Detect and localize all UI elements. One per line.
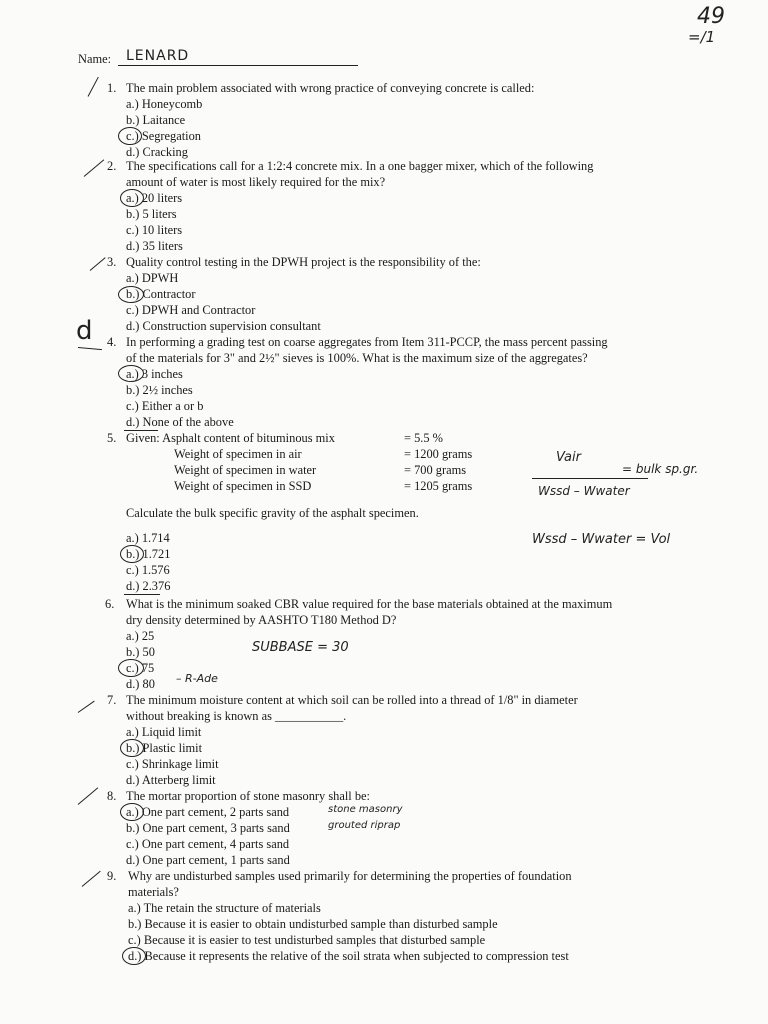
margin-answer-note: d: [76, 316, 93, 346]
option: c.) 75: [126, 661, 155, 675]
question-number: 1.: [107, 81, 117, 95]
question-text: What is the minimum soaked CBR value required for the base materials obtained at the maximum: [126, 597, 613, 611]
option: d.) 35 liters: [126, 239, 183, 253]
option: d.) Construction supervision consultant: [126, 319, 321, 333]
option: a.) DPWH: [126, 271, 179, 285]
option: a.) 1.714: [126, 531, 170, 545]
question-text: materials?: [128, 885, 179, 899]
question-number: 9.: [107, 869, 117, 883]
answer-circle: [118, 365, 144, 382]
given-value: = 700 grams: [404, 463, 467, 477]
question-number: 7.: [107, 693, 117, 707]
question-text: of the materials for 3" and 2½" sieves is 100%. What is the maximum size of the aggregates?: [126, 351, 588, 365]
option: a.) One part cement, 2 parts sand: [126, 805, 290, 819]
handwritten-note: Wssd – Wwater: [538, 484, 630, 498]
option: b.) One part cement, 3 parts sand: [126, 821, 290, 835]
option: d.) Because it represents the relative of the soil strata when subjected to compression test: [128, 949, 569, 963]
answer-circle: [118, 127, 142, 145]
question-number: 3.: [107, 255, 117, 269]
option: b.) 5 liters: [126, 207, 177, 221]
check-mark: [82, 871, 101, 887]
given-label: Weight of specimen in air: [174, 447, 302, 461]
option: b.) Contractor: [126, 287, 196, 301]
option: b.) Plastic limit: [126, 741, 203, 755]
option: a.) 3 inches: [126, 367, 183, 381]
question-text: The mortar proportion of stone masonry shall be:: [126, 789, 370, 803]
option: a.) Honeycomb: [126, 97, 203, 111]
question-number: 8.: [107, 789, 117, 803]
answer-circle: [120, 739, 144, 757]
option: c.) 1.576: [126, 563, 170, 577]
question-text: dry density determined by AASHTO T180 Method D?: [126, 613, 397, 627]
option: b.) Laitance: [126, 113, 186, 127]
option: d.) Cracking: [126, 145, 188, 159]
check-mark: [78, 787, 99, 804]
handwritten-note: SUBBASE = 30: [252, 640, 349, 655]
check-mark: [78, 347, 102, 350]
option: d.) One part cement, 1 parts sand: [126, 853, 290, 867]
answer-circle: [120, 803, 144, 821]
option: c.) 10 liters: [126, 223, 183, 237]
option: b.) 2½ inches: [126, 383, 193, 397]
answer-underline: [124, 594, 160, 595]
option: c.) Shrinkage limit: [126, 757, 219, 771]
question-text: Quality control testing in the DPWH project is the responsibility of the:: [126, 255, 481, 269]
option: c.) Because it is easier to test undisturbed samples that disturbed sample: [128, 933, 486, 947]
question-text: without breaking is known as ___________.: [126, 709, 347, 723]
option: a.) 20 liters: [126, 191, 183, 205]
question-text: In performing a grading test on coarse aggregates from Item 311-PCCP, the mass percent passing: [126, 335, 608, 349]
handwritten-note: = bulk sp.gr.: [622, 462, 699, 476]
score: 49: [697, 4, 725, 29]
handwritten-note: grouted riprap: [328, 820, 401, 831]
question-number: 6.: [105, 597, 115, 611]
check-mark: [78, 701, 95, 713]
option: d.) None of the above: [126, 415, 234, 429]
answer-circle: [120, 545, 144, 563]
question-number: 2.: [107, 159, 117, 173]
check-mark: [90, 257, 106, 271]
score-denominator: =/1: [688, 28, 716, 46]
check-mark: [88, 77, 99, 97]
handwritten-note: Vair: [556, 450, 581, 465]
check-mark: [84, 159, 105, 176]
handwritten-note: stone masonry: [328, 804, 403, 815]
given-value: = 1200 grams: [404, 447, 473, 461]
question-text: The main problem associated with wrong practice of conveying concrete is called:: [126, 81, 535, 95]
given-value: = 1205 grams: [404, 479, 473, 493]
handwritten-note: – R-Ade: [176, 672, 218, 685]
question-number: 5.: [107, 431, 117, 445]
option: d.) 80: [126, 677, 155, 691]
option: a.) The retain the structure of materials: [128, 901, 321, 915]
answer-circle: [118, 659, 144, 677]
option: d.) 2.376: [126, 579, 171, 593]
answer-circle: [120, 189, 144, 207]
option: c.) Segregation: [126, 129, 202, 143]
option: b.) 50: [126, 645, 155, 659]
option: d.) Atterberg limit: [126, 773, 216, 787]
name-underline: [118, 65, 358, 66]
option: c.) Either a or b: [126, 399, 204, 413]
question-text: The minimum moisture content at which soil can be rolled into a thread of 1/8" in diameter: [126, 693, 578, 707]
given-label: Given: Asphalt content of bituminous mix: [126, 431, 335, 445]
option: b.) Because it is easier to obtain undisturbed sample than disturbed sample: [128, 917, 498, 931]
question-text: The specifications call for a 1:2:4 concrete mix. In a one bagger mixer, which of the following: [126, 159, 594, 173]
option: b.) 1.721: [126, 547, 171, 561]
name-value: LENARD: [126, 48, 190, 64]
given-value: = 5.5 %: [404, 431, 443, 445]
question-number: 4.: [107, 335, 117, 349]
answer-circle: [122, 947, 146, 965]
answer-circle: [118, 286, 144, 303]
question-text: Why are undisturbed samples used primarily for determining the properties of foundation: [128, 869, 572, 883]
given-label: Weight of specimen in water: [174, 463, 317, 477]
handwritten-note: Wssd – Wwater = Vol: [532, 532, 671, 547]
question-prompt: Calculate the bulk specific gravity of the asphalt specimen.: [126, 506, 419, 520]
option: c.) One part cement, 4 parts sand: [126, 837, 290, 851]
fraction-bar: [532, 478, 648, 479]
question-text: amount of water is most likely required for the mix?: [126, 175, 386, 189]
option: a.) 25: [126, 629, 155, 643]
option: a.) Liquid limit: [126, 725, 202, 739]
given-label: Weight of specimen in SSD: [174, 479, 312, 493]
name-label: Name:: [78, 52, 112, 66]
option: c.) DPWH and Contractor: [126, 303, 256, 317]
